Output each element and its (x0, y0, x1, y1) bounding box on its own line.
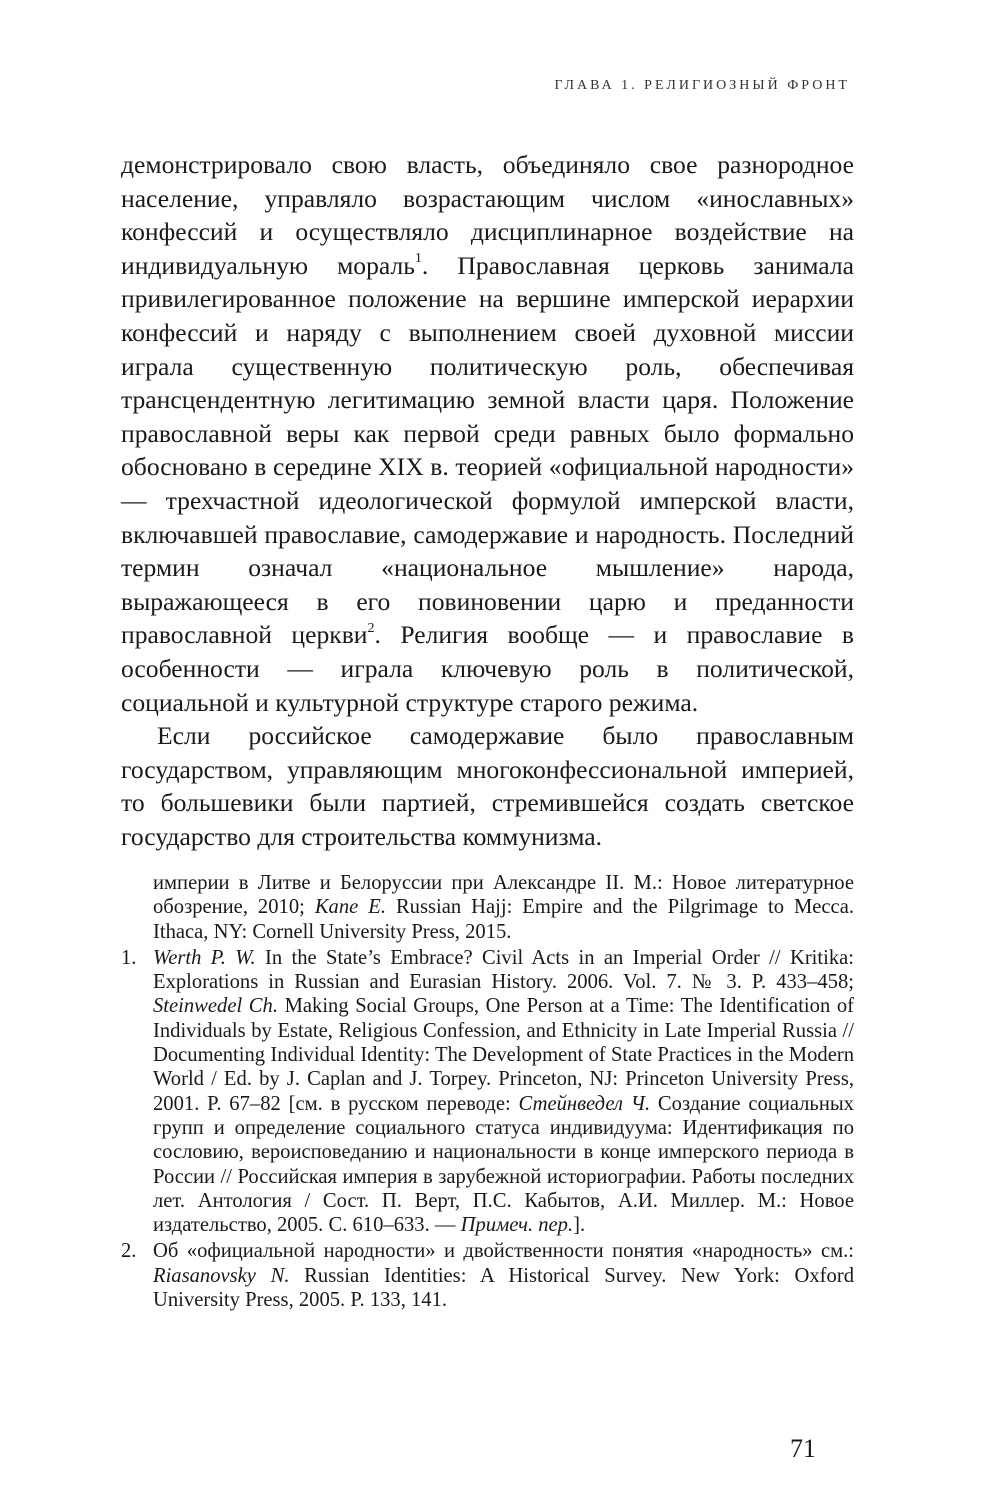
paragraph-text: демонстрировало свою власть, объединяло свое разнородное население, управляло возрастающим числом «инославных» конфессий и осуществляло дисциплинарное воздействие на индивидуальную мораль (121, 150, 854, 280)
footnote-author: Steinwedel Ch. (153, 995, 278, 1018)
footnote-text: империи в Литве и Белоруссии при Александре II. М.: Новое литературное обозрение, 2010; (153, 872, 854, 919)
paragraph (121, 148, 854, 719)
footnote-text: Russian Identities: A Historical Survey. New York: Oxford University Press, 2005. P. 133, 141. (153, 1264, 854, 1312)
page-number: 71 (790, 1434, 816, 1463)
footnote-continuation (121, 871, 854, 944)
footnote-author: Riasanovsky N. (153, 1264, 290, 1287)
footnote-author: Kane E. (314, 896, 386, 919)
main-text (121, 148, 854, 853)
footnote-author: Стейнведел Ч. (518, 1092, 651, 1115)
paragraph-text: . Религия вообще — и православие в особенности — играла ключевую роль в политической, социальной и культурной структуре старого режима. (121, 620, 855, 717)
paragraph: Если российское самодержавие было православным государством, управляющим многоконфессиональной империей, то большевики были партией, стремившейся создать светское государство для строительства коммунизма. (121, 721, 854, 851)
footnote (121, 946, 854, 1238)
paragraph-text: . Православная церковь занимала привилегированное положение на вершине имперской иерархии конфессий и наряду с выполнением своей духовной миссии играла существенную политическую роль, обеспечивая трансцендентную легитимацию земной власти царя. Положение православной веры как первой среди равных было формально обосновано в середине XIX в. теорией «официальной народности» — трехчастной идеологической формулой имперской власти, включавшей православие, самодержавие и народность. Последний термин означал «национальное мышление» народа, выражающееся в его повиновении царю и преданности православной церкви (121, 250, 855, 650)
footnote-number: 1. (121, 946, 137, 969)
footnote-text: Russian Hajj: Empire and the Pilgrimage to Mecca. Ithaca, NY: Cornell University Press, 2015. (153, 896, 854, 943)
running-head: ГЛАВА 1. РЕЛИГИОЗНЫЙ ФРОНТ (554, 78, 850, 93)
footnote-ref: 1 (414, 251, 422, 267)
footnote-text: Создание социальных групп и определение социального статуса индивидуума: Идентификация по сословию, вероисповеданию и национальности в конце имперского периода в России // Российская империя в зарубежной историографии. Работы последних лет. Антология / Сост. П. Верт, П.С. Кабытов, А.И. Миллер. М.: Новое издательство, 2005. С. 610–633. — (153, 1092, 854, 1237)
footnote-author: Werth P. W. (153, 946, 256, 969)
footnote-ref: 2 (367, 620, 375, 636)
footnote-number: 2. (121, 1240, 137, 1263)
footnote-text: ]. (573, 1214, 586, 1237)
footnote-text: Об «официальной народности» и двойственности понятия «народность» см.: (153, 1240, 854, 1263)
footnote-text: Making Social Groups, One Person at a Time: The Identification of Individuals by Estate, Religious Confession, and Ethnicity in Late Imperial Russia // Documenting Individual Identity: The Development of State Practices in the Modern World / Ed. by J. Caplan and J. Torpey. Princeton, NJ: Princeton University Press, 2001. P. 67–82 [см. в русском переводе: (153, 995, 854, 1115)
footnote-text: In the State’s Embrace? Civil Acts in an Imperial Order // Kritika: Explorations in Russian and Eurasian History. 2006. Vol. 7. № 3. P. 433–458; (153, 946, 854, 994)
footnotes (121, 871, 854, 1312)
translator-note: Примеч. пер. (460, 1214, 574, 1237)
footnote (121, 1239, 854, 1312)
